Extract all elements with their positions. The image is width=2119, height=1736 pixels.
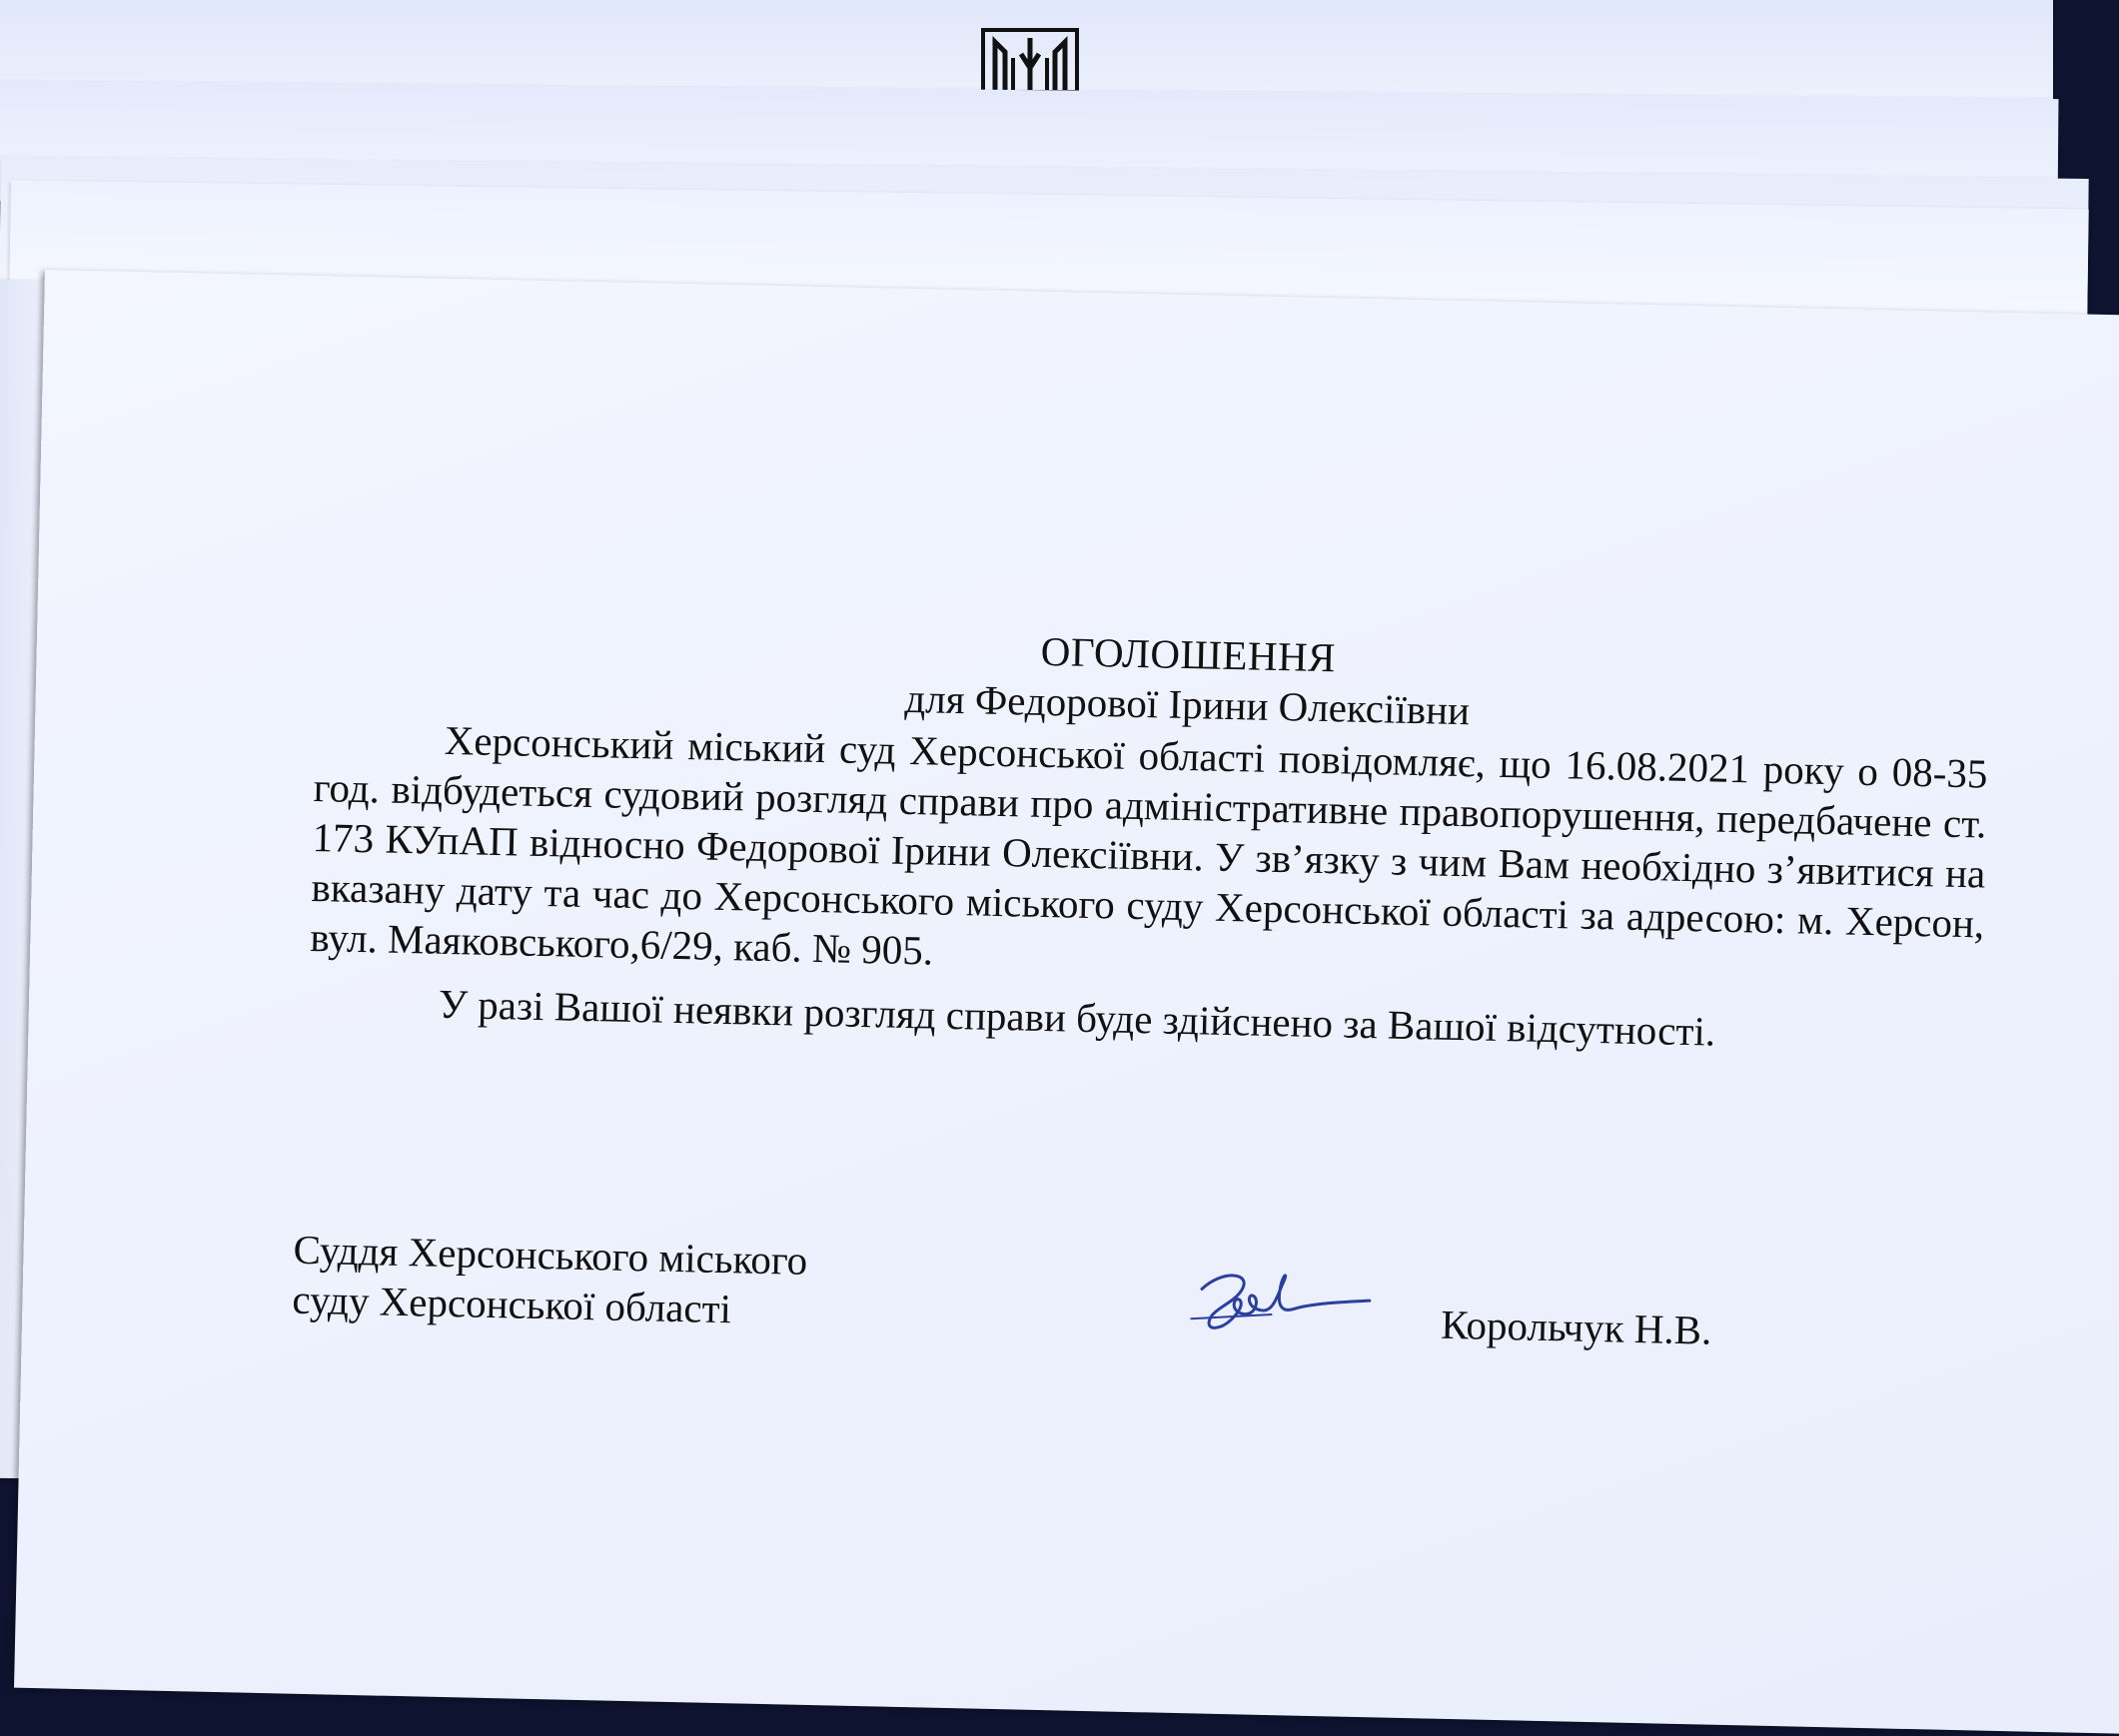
judge-title xyxy=(292,1225,808,1335)
notice-body xyxy=(309,610,1991,1062)
notice-sheet xyxy=(14,270,2119,1734)
notice-addressee: для Федорової Ірини Олексіївни xyxy=(904,674,1471,734)
notice-paragraph-main: Херсонський міський суд Херсонської області повідомляє, що 16.08.2021 року о 08-35 год. відбудеться судовий розгляд справи про адміністративне правопорушення, передбачене ст. 173 КУпАП відносно Федорової Ірини Олексіївни. У зв’язку з чим Вам необхідно з’явитися на вказану дату та час до Херсонського міського суду Херсонської області за адресою: м. Херсон, вул. Маяковського,6/29, каб. № 905. xyxy=(309,716,1988,974)
notice-paragraph-absence: У разі Вашої неявки розгляд справи буде здійснено за Вашої відсутності. xyxy=(438,980,1716,1055)
handwritten-signature xyxy=(1181,1259,1373,1352)
trident-emblem-icon xyxy=(981,28,1079,92)
judge-title-line-2: суду Херсонської області xyxy=(292,1276,732,1332)
judge-name: Корольчук Н.В. xyxy=(1440,1301,1712,1353)
judge-title-line-1: Суддя Херсонського міського xyxy=(293,1226,808,1284)
signature-block xyxy=(291,1225,1992,1411)
notice-title: ОГОЛОШЕННЯ xyxy=(1040,627,1337,681)
